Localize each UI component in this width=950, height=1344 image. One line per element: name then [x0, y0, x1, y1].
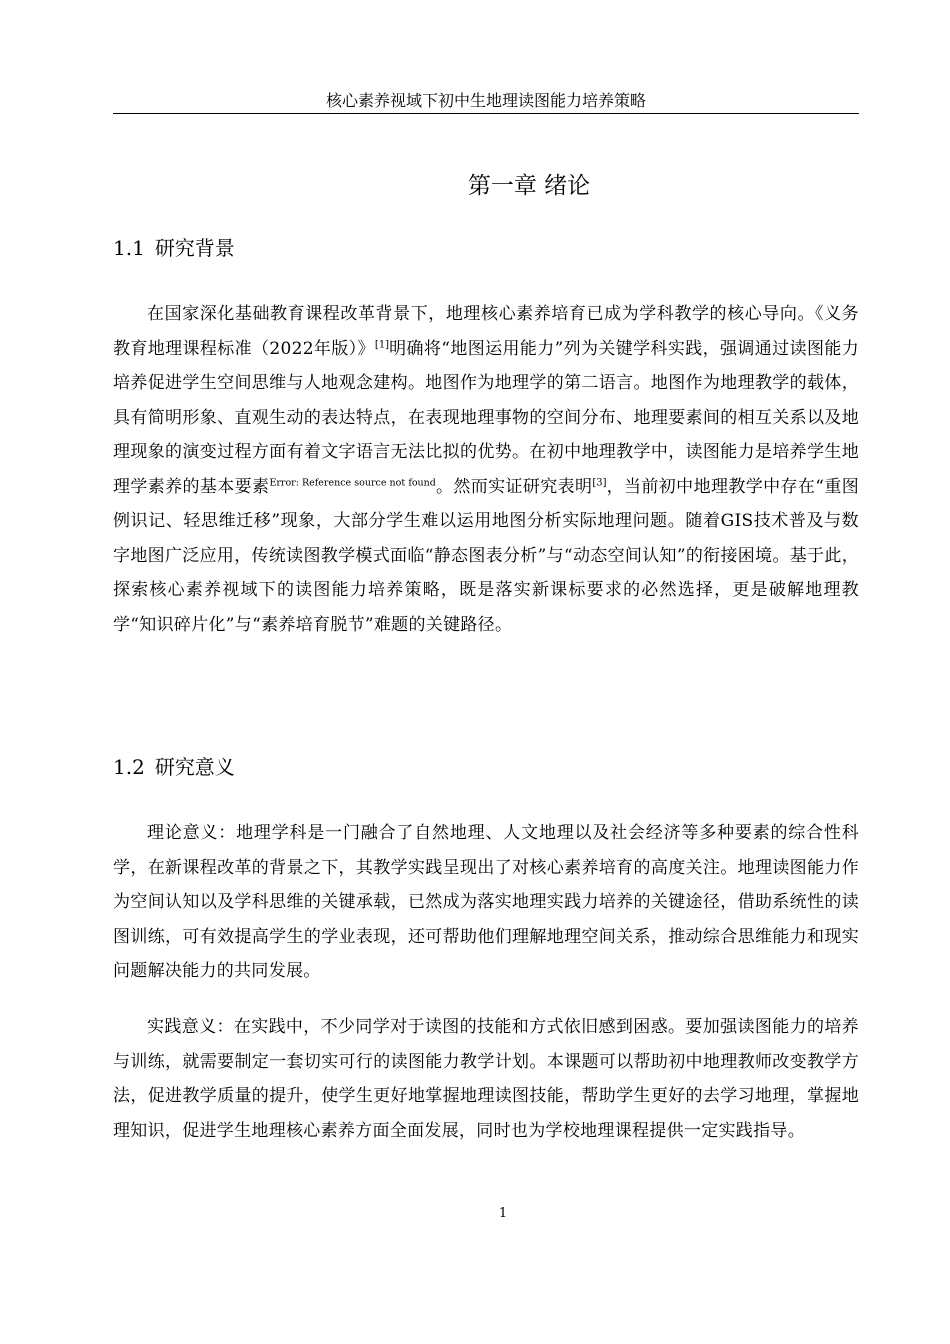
citation-marker: [3]: [592, 476, 607, 488]
paragraph-text: ，当前初中地理教学中存在“重图例识记、轻思维迁移”现象，大部分学生难以运用地图分析实际地理问题。随着GIS技术普及与数字地图广泛应用，传统读图教学模式面临“静态图表分析”与“动态空间认知”的衔接困境。基于此，探索核心素养视域下的读图能力培养策略，既是落实新课标要求的必然选择，更是破解地理教学“知识碎片化”与“素养培育脱节”难题的关键路径。: [113, 476, 859, 635]
section-heading-significance: [113, 753, 235, 781]
practical-significance-paragraph: 实践意义：在实践中，不少同学对于读图的技能和方式依旧感到困惑。要加强读图能力的培养与训练，就需要制定一套切实可行的读图能力教学计划。本课题可以帮助初中地理教师改变教学方法，促进教学质量的提升，使学生更好地掌握地理读图技能，帮助学生更好的去学习地理，掌握地理知识，促进学生地理核心素养方面全面发展，同时也为学校地理课程提供一定实践指导。: [113, 1017, 859, 1141]
paragraph-text: 。然而实证研究表明: [435, 476, 593, 497]
section-number: 1.2: [113, 755, 145, 779]
page-number: 1: [498, 1206, 508, 1221]
paragraph-text: 明确将“地图运用能力”列为关键学科实践，强调通过读图能力培养促进学生空间思维与人地观念建构。地图作为地理学的第二语言。地图作为地理教学的载体，具有简明形象、直观生动的表达特点，在表现地理事物的空间分布、地理要素间的相互关系以及地理现象的演变过程方面有着文字语言无法比拟的优势。在初中地理教学中，读图能力是培养学生地理学素养的基本要素: [113, 338, 859, 497]
broken-reference-note: Error: Reference source not found: [269, 476, 436, 488]
chapter-title: 第一章 绪论: [467, 173, 591, 199]
section-number: 1.1: [113, 236, 145, 260]
citation-marker: [1]: [374, 338, 390, 350]
paragraph-text: 在国家深化基础教育课程改革背景下，地理核心素养培育已成为学科教学的核心导向。《义务教育地理课程标准（2022年版）》: [113, 304, 859, 359]
section-title: 研究意义: [154, 755, 235, 779]
running-header: 核心素养视域下初中生地理读图能力培养策略: [113, 90, 859, 114]
background-paragraph: [113, 297, 859, 642]
theoretical-significance-paragraph: 理论意义：地理学科是一门融合了自然地理、人文地理以及社会经济等多种要素的综合性科学，在新课程改革的背景之下，其教学实践呈现出了对核心素养培育的高度关注。地理读图能力作为空间认知以及学科思维的关键承载，已然成为落实地理实践力培养的关键途径，借助系统性的读图训练，可有效提高学生的学业表现，还可帮助他们理解地理空间关系，推动综合思维能力和现实问题解决能力的共同发展。: [113, 823, 859, 981]
section-title: 研究背景: [154, 236, 235, 260]
section-heading-background: [113, 234, 235, 262]
